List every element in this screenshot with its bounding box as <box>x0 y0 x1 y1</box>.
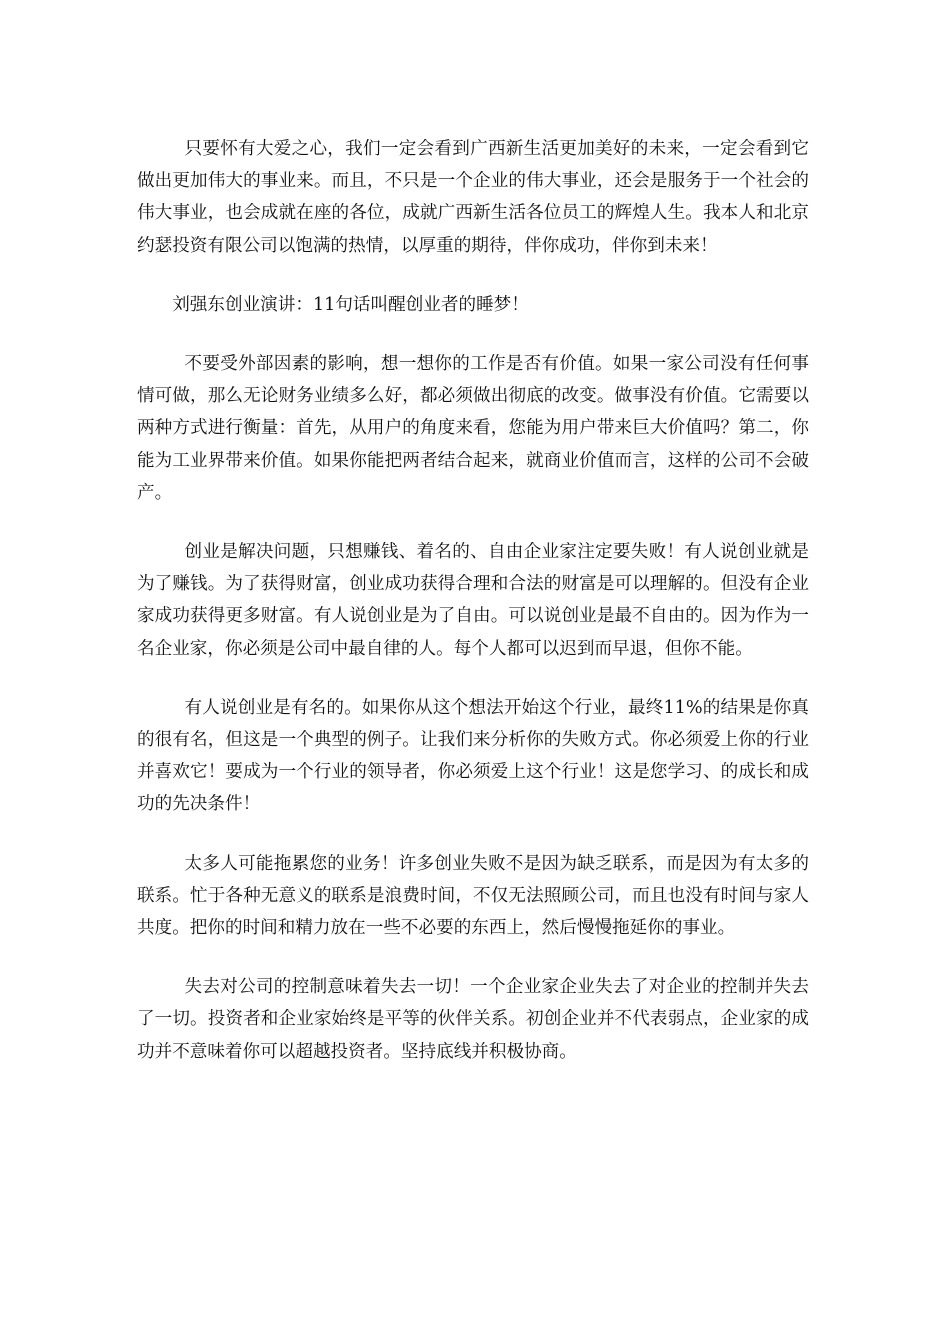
paragraph-2: 不要受外部因素的影响，想一想你的工作是否有价值。如果一家公司没有任何事情可做，那么无论财务业绩多么好，都必须做出彻底的改变。做事没有价值。它需要以两种方式进行衡量：首先，从用户的角度来看，您能为用户带来巨大价值吗？第二，你能为工业界带来价值。如果你能把两者结合起来，就商业价值而言，这样的公司不会破产。 <box>137 354 809 503</box>
paragraph-3: 创业是解决问题，只想赚钱、着名的、自由企业家注定要失败！有人说创业就是为了赚钱。为了获得财富，创业成功获得合理和合法的财富是可以理解的。但没有企业家成功获得更多财富。有人说创业是为了自由。可以说创业是最不自由的。因为作为一名企业家，你必须是公司中最自律的人。每个人都可以迟到而早退，但你不能。 <box>137 542 809 659</box>
paragraph-6: 失去对公司的控制意味着失去一切！一个企业家企业失去了对企业的控制并失去了一切。投资者和企业家始终是平等的伙伴关系。初创企业并不代表弱点，企业家的成功并不意味着你可以超越投资者。坚持底线并积极协商。 <box>137 977 809 1062</box>
section-heading: 刘强东创业演讲：11句话叫醒创业者的睡梦！ <box>172 294 529 315</box>
paragraph-1: 只要怀有大爱之心，我们一定会看到广西新生活更加美好的未来，一定会看到它做出更加伟大的事业来。而且，不只是一个企业的伟大事业，还会是服务于一个社会的伟大事业，也会成就在座的各位，成就广西新生活各位员工的辉煌人生。我本人和北京约瑟投资有限公司以饱满的热情，以厚重的期待，伴你成功，伴你到未来！ <box>137 139 809 256</box>
paragraph-4: 有人说创业是有名的。如果你从这个想法开始这个行业，最终11%的结果是你真的很有名，但这是一个典型的例子。让我们来分析你的失败方式。你必须爱上你的行业并喜欢它！要成为一个行业的领导者，你必须爱上这个行业！这是您学习、的成长和成功的先决条件！ <box>137 697 809 815</box>
paragraph-5: 太多人可能拖累您的业务！许多创业失败不是因为缺乏联系，而是因为有太多的联系。忙于各种无意义的联系是浪费时间，不仅无法照顾公司，而且也没有时间与家人共度。把你的时间和精力放在一些不必要的东西上，然后慢慢拖延你的事业。 <box>137 853 809 939</box>
document-body <box>137 133 809 1095</box>
